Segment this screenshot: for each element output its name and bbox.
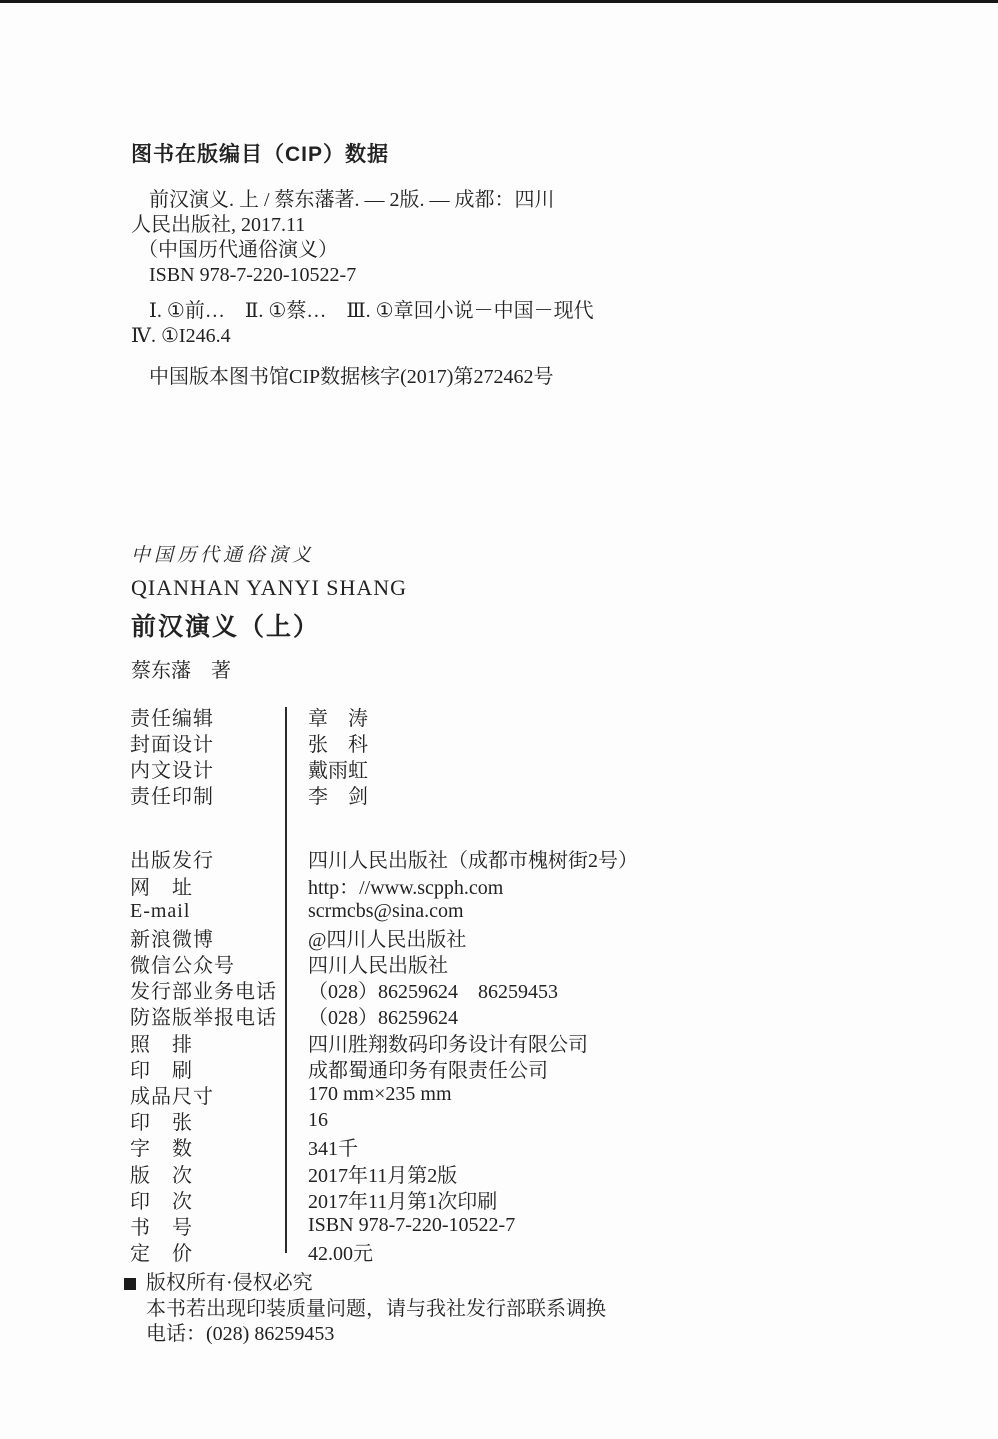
copyright-notice-line (124, 1271, 606, 1297)
colophon-value: 李 剑 (308, 786, 368, 809)
colophon-row (130, 1081, 850, 1107)
colophon-label: 责任印制 (130, 786, 214, 809)
colophon-value: 张 科 (308, 733, 368, 756)
colophon-label: 字 数 (130, 1138, 193, 1161)
colophon-label: E-mail (130, 899, 191, 922)
cip-isbn-line: ISBN 978-7-220-10522-7 (149, 264, 357, 286)
colophon-value: 成都蜀通印务有限责任公司 (308, 1059, 548, 1082)
colophon-label: 防盗版举报电话 (130, 1007, 277, 1030)
colophon-staff-group (130, 703, 850, 808)
colophon-label: 内文设计 (130, 759, 214, 782)
colophon-row (130, 1108, 850, 1134)
cip-classification (131, 299, 711, 349)
colophon-label: 版 次 (130, 1164, 193, 1187)
colophon-row (130, 703, 850, 729)
author-name: 蔡东藩 著 (131, 660, 231, 682)
colophon-label: 成品尺寸 (130, 1086, 214, 1109)
contact-phone-line: 电话：(028) 86259453 (146, 1323, 335, 1345)
copyright-notice-text: 版权所有·侵权必究 (146, 1272, 313, 1294)
colophon-label: 责任编辑 (130, 707, 214, 730)
colophon-label: 印 刷 (130, 1059, 193, 1082)
colophon-label: 微信公众号 (130, 955, 235, 978)
colophon-value: （028）86259624 86259453 (308, 981, 558, 1004)
cip-header: 图书在版编目（CIP）数据 (131, 143, 390, 166)
colophon-label: 印 次 (130, 1190, 193, 1213)
cip-entry (131, 188, 711, 288)
colophon-row (130, 898, 850, 924)
colophon-value: 四川人民出版社（成都市槐树街2号） (308, 850, 638, 873)
colophon-row (130, 846, 850, 872)
cip-class-line2: Ⅳ. ①I246.4 (131, 325, 231, 347)
cip-class-line1: Ⅰ. ①前… Ⅱ. ①蔡… Ⅲ. ①章回小说－中国－现代 (149, 300, 594, 322)
colophon-value: 四川人民出版社 (308, 955, 448, 978)
colophon-row (130, 1212, 850, 1238)
colophon-table (130, 703, 850, 1265)
colophon-label: 发行部业务电话 (130, 981, 277, 1004)
colophon-value: @四川人民出版社 (308, 928, 467, 951)
colophon-label: 网 址 (130, 876, 193, 899)
cip-data-block (131, 142, 711, 390)
colophon-value: （028）86259624 (308, 1007, 458, 1030)
colophon-value: ISBN 978-7-220-10522-7 (308, 1213, 516, 1236)
colophon-label: 书 号 (130, 1216, 193, 1239)
title-block (131, 540, 407, 683)
colophon-label: 印 张 (130, 1112, 193, 1135)
colophon-label: 定 价 (130, 1243, 193, 1266)
colophon-row (130, 1029, 850, 1055)
colophon-info-group (130, 846, 850, 1265)
colophon-row (130, 1160, 850, 1186)
square-bullet-icon (124, 1278, 136, 1290)
colophon-value: 42.00元 (308, 1243, 373, 1266)
colophon-label: 照 排 (130, 1033, 193, 1056)
cip-entry-line2: 人民出版社, 2017.11 (131, 214, 306, 236)
colophon-row (130, 782, 850, 808)
book-title: 前汉演义（上） (131, 613, 321, 641)
copyright-notice-block (124, 1271, 606, 1348)
cip-entry-line1: 前汉演义. 上 / 蔡东藩著. — 2版. — 成都：四川 (149, 189, 555, 211)
colophon-row (130, 1239, 850, 1265)
colophon-label: 新浪微博 (130, 928, 214, 951)
colophon-value: 2017年11月第2版 (308, 1164, 458, 1187)
colophon-value: 2017年11月第1次印刷 (308, 1190, 498, 1213)
colophon-row (130, 755, 850, 781)
colophon-row (130, 1134, 850, 1160)
colophon-value: 戴雨虹 (308, 759, 368, 782)
colophon-value: 章 涛 (308, 707, 368, 730)
colophon-row (130, 951, 850, 977)
colophon-value: 170 mm×235 mm (308, 1083, 452, 1106)
colophon-value: 16 (308, 1109, 328, 1132)
cip-record-number: 中国版本图书馆CIP数据核字(2017)第272462号 (149, 366, 554, 388)
colophon-divider-line (285, 707, 287, 1253)
series-title: 中国历代通俗演义 (131, 545, 316, 566)
colophon-value: http：//www.scpph.com (308, 876, 504, 899)
colophon-row (130, 1003, 850, 1029)
colophon-label: 出版发行 (130, 850, 214, 873)
scan-edge-line (0, 0, 998, 3)
colophon-row (130, 872, 850, 898)
colophon-row (130, 1055, 850, 1081)
colophon-row (130, 977, 850, 1003)
pinyin-title: QIANHAN YANYI SHANG (131, 575, 408, 600)
colophon-value: 四川胜翔数码印务设计有限公司 (308, 1033, 588, 1056)
cip-series-line: （中国历代通俗演义） (138, 239, 338, 261)
colophon-row (130, 1186, 850, 1212)
colophon-row (130, 729, 850, 755)
colophon-row (130, 924, 850, 950)
colophon-label: 封面设计 (130, 733, 214, 756)
quality-notice-line: 本书若出现印装质量问题，请与我社发行部联系调换 (146, 1297, 606, 1320)
colophon-value: 341千 (308, 1138, 358, 1161)
colophon-value: scrmcbs@sina.com (308, 899, 464, 922)
